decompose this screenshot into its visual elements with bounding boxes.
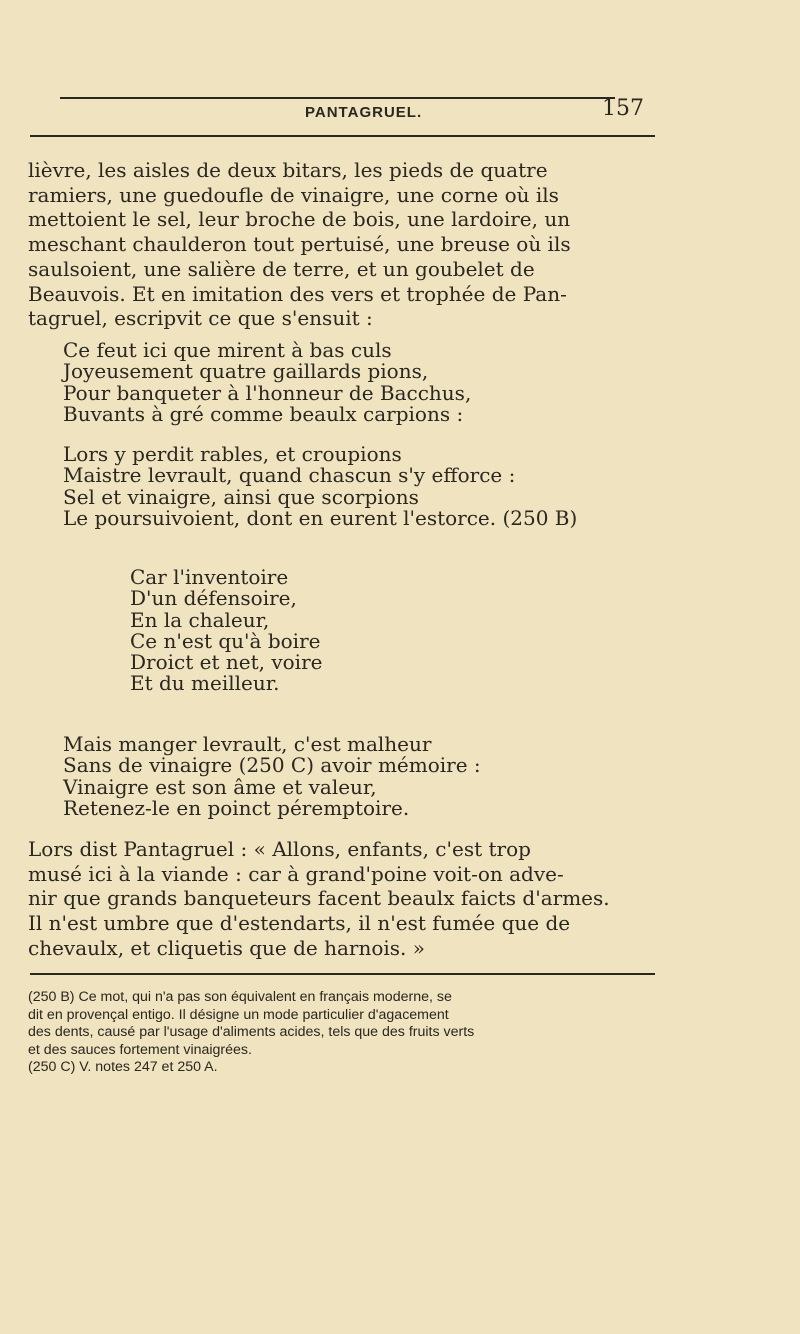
poem-stanza-4 <box>63 734 481 819</box>
verse-line: Mais manger levrault, c'est malheur <box>63 732 432 756</box>
verse-line: Retenez-le en poinct péremptoire. <box>63 795 410 820</box>
text-line: Il n'est umbre que d'estendarts, il n'est fumée que de <box>28 911 571 936</box>
verse-line: Joyeusement quatre gaillards pions, <box>63 359 429 384</box>
text-line: tagruel, escripvit ce que s'ensuit : <box>28 306 373 331</box>
page-number: 157 <box>602 96 644 121</box>
text-line: ramiers, une guedoufle de vinaigre, une corne où ils <box>28 182 559 207</box>
verse-line: Sans de vinaigre (250 C) avoir mémoire : <box>63 753 481 778</box>
footnote-line: dit en provençal entigo. Il désigne un mode particulier d'agacement <box>28 1006 449 1023</box>
poem-stanza-2 <box>63 444 577 529</box>
poem-stanza-1 <box>63 340 471 425</box>
footnote-line: (250 C) V. notes 247 et 250 A. <box>28 1059 218 1076</box>
text-line: saulsoient, une salière de terre, et un goubelet de <box>28 256 535 281</box>
footnote-line: (250 B) Ce mot, qui n'a pas son équivalent en français moderne, se <box>28 989 452 1005</box>
verse-line: Ce n'est qu'à boire <box>130 628 321 653</box>
header-bottom-rule <box>30 135 655 137</box>
verse-line: Buvants à gré comme beaulx carpions : <box>63 401 464 426</box>
verse-line: Droict et net, voire <box>130 650 323 675</box>
header-top-rule <box>60 97 615 99</box>
verse-line: Et du meilleur. <box>130 671 280 696</box>
verse-line: Car l'inventoire <box>130 565 289 589</box>
verse-line: Ce feut ici que mirent à bas culs <box>63 338 392 362</box>
verse-line: Lors y perdit rables, et croupions <box>63 442 402 466</box>
verse-line: Vinaigre est son âme et valeur, <box>63 774 377 799</box>
running-head: PANTAGRUEL. <box>305 104 423 121</box>
text-line: lièvre, les aisles de deux bitars, les pieds de quatre <box>28 158 548 182</box>
footnotes <box>28 989 668 1077</box>
text-line: Beauvois. Et en imitation des vers et trophée de Pan- <box>28 281 567 306</box>
verse-line: Pour banqueter à l'honneur de Bacchus, <box>63 380 472 405</box>
closing-paragraph <box>28 837 668 961</box>
intro-paragraph <box>28 158 668 331</box>
verse-line: Sel et vinaigre, ainsi que scorpions <box>63 484 419 509</box>
verse-line: Le poursuivoient, dont en eurent l'estorce. (250 B) <box>63 505 578 530</box>
text-line: musé ici à la viande : car à grand'poine voit-on adve- <box>28 861 564 886</box>
verse-line: D'un défensoire, <box>130 586 297 611</box>
poem-stanza-3 <box>130 567 322 695</box>
footnote-line: des dents, causé par l'usage d'aliments acides, tels que des fruits verts <box>28 1024 475 1041</box>
text-line: mettoient le sel, leur broche de bois, une lardoire, un <box>28 207 571 232</box>
verse-line: En la chaleur, <box>130 607 270 632</box>
verse-line: Maistre levrault, quand chascun s'y efforce : <box>63 463 516 488</box>
text-line: nir que grands banqueteurs facent beaulx faicts d'armes. <box>28 886 610 911</box>
footnote-separator <box>30 973 655 975</box>
text-line: chevaulx, et cliquetis que de harnois. » <box>28 935 425 960</box>
footnote-line: et des sauces fortement vinaigrées. <box>28 1041 252 1058</box>
text-line: meschant chaulderon tout pertuisé, une breuse où ils <box>28 232 571 257</box>
text-line: Lors dist Pantagruel : « Allons, enfants, c'est trop <box>28 837 531 861</box>
